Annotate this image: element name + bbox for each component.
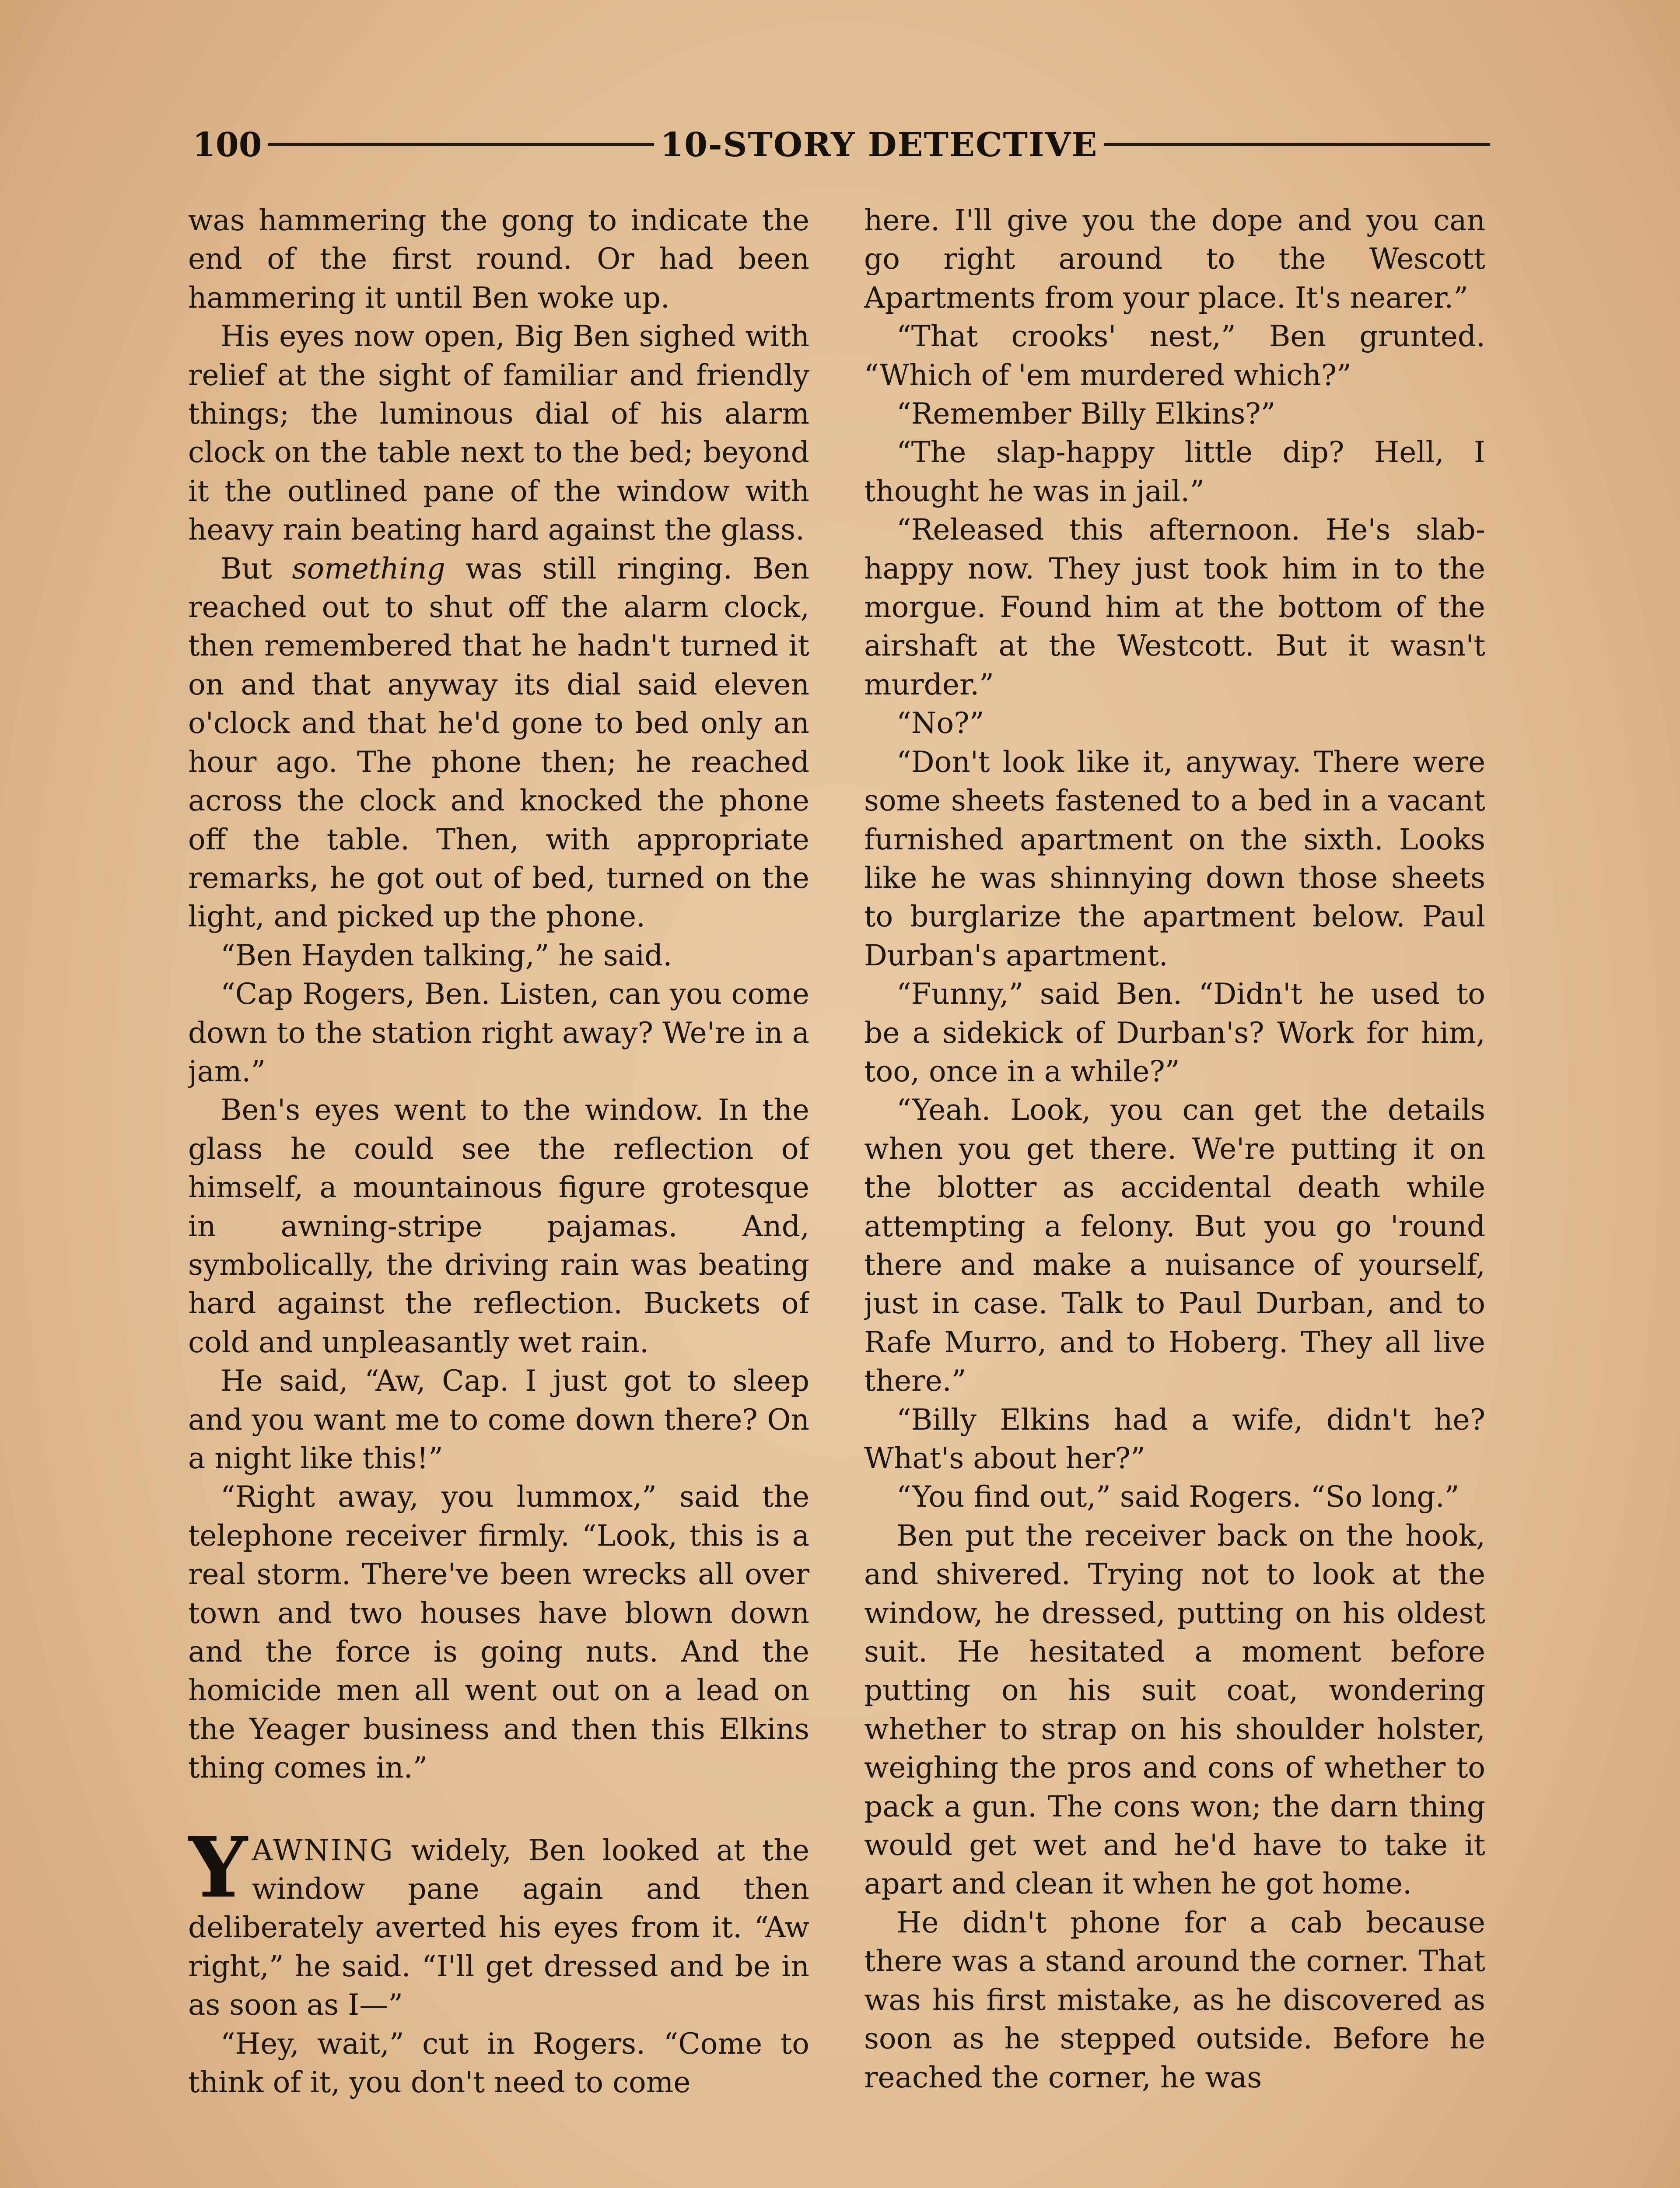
paragraph: was hammering the gong to indicate the end of the first round. Or had been hammering it until Ben woke up. [188, 203, 809, 315]
paragraph: Ben's eyes went to the window. In the glass he could see the reflection of himself, a mountainous figure grotesque in awning-stripe pajamas. And, symbolically, the driving rain was beating hard against the reflection. Buckets of cold and unpleasantly wet rain. [188, 1093, 809, 1359]
paragraph: “Billy Elkins had a wife, didn't he? What's about her?” [864, 1403, 1485, 1475]
paragraph: “Don't look like it, anyway. There were some sheets fastened to a bed in a vacant furnished apartment on the sixth. Looks like he was shinnying down those sheets to burglarize the apartment below. Paul Durban's apartment. [864, 745, 1485, 972]
header-rule-right [1104, 143, 1490, 146]
drop-cap: Y [188, 1818, 248, 1916]
italic-word: something [292, 551, 445, 586]
paragraph: “Released this afternoon. He's slab-happy now. They just took him in to the morgue. Found him at the bottom of the airshaft at the Westcott. But it wasn't murder.” [864, 513, 1485, 701]
paragraph: “Remember Billy Elkins?” [896, 397, 1276, 431]
paragraph: “Hey, wait,” cut in Rogers. “Come to think of it, you don't need to come [188, 2027, 809, 2100]
right-text-column [864, 201, 1485, 2188]
paragraph [188, 550, 809, 936]
paragraph: here. I'll give you the dope and you can go right around to the Wescott Apartments from your place. It's nearer.” [864, 203, 1485, 315]
paragraph: Ben put the receiver back on the hook, and shivered. Trying not to look at the window, he dressed, putting on his oldest suit. He hesitated a moment before putting on his suit coat, wondering whether to strap on his shoulder holster, weighing the pros and cons of whether to pack a gun. The cons won; the darn thing would get wet and he'd have to take it apart and clean it when he got home. [864, 1518, 1485, 1901]
paragraph-text: widely, Ben looked at the window pane again and then deliberately averted his eyes from it. “Aw right,” he said. “I'll get dressed and be in as soon as I—” [188, 1833, 809, 2022]
paragraph: His eyes now open, Big Ben sighed with relief at the sight of familiar and friendly things; the luminous dial of his alarm clock on the table next to the bed; beyond it the outlined pane of the window with heavy rain beating hard against the glass. [188, 319, 809, 547]
paragraph: “Ben Hayden talking,” he said. [220, 938, 672, 972]
paragraph: “Cap Rogers, Ben. Listen, can you come down to the station right away? We're in a jam.” [188, 977, 809, 1088]
magazine-title: 10-STORY DETECTIVE [660, 125, 1098, 164]
paragraph: “Funny,” said Ben. “Didn't he used to be a sidekick of Durban's? Work for him, too, once in a while?” [864, 977, 1485, 1088]
paragraph: “You find out,” said Rogers. “So long.” [896, 1480, 1460, 1514]
paragraph: “That crooks' nest,” Ben grunted. “Which of 'em murdered which?” [864, 319, 1485, 392]
header-rule-left [268, 143, 654, 146]
left-text-column [188, 201, 809, 2188]
paragraph: He said, “Aw, Cap. I just got to sleep and you want me to come down there? On a night like this!” [188, 1364, 809, 1475]
paragraph: “Yeah. Look, you can get the details when you get there. We're putting it on the blotter as accidental death while attempting a felony. But you go 'round there and make a nuisance of yourself, just in case. Talk to Paul Durban, and to Rafe Murro, and to Hoberg. They all live there.” [864, 1093, 1485, 1398]
page-number: 100 [192, 125, 262, 164]
paragraph-text: But [220, 551, 292, 586]
section-opening-paragraph [188, 1818, 809, 2025]
paragraph-text: was still ringing. Ben reached out to shut off the alarm clock, then remembered that he hadn't turned it on and that anyway its dial said eleven o'clock and that he'd gone to bed only an hour ago. The phone then; he reached across the clock and knocked the phone off the table. Then, with appropriate remarks, he got out of bed, turned on the light, and picked up the phone. [188, 551, 809, 934]
paragraph: “The slap-happy little dip? Hell, I thought he was in jail.” [864, 435, 1485, 508]
small-caps-lead: AWNING [252, 1833, 394, 1867]
paragraph: “Right away, you lummox,” said the telephone receiver firmly. “Look, this is a real storm. There've been wrecks all over town and two houses have blown down and the force is going nuts. And the homicide men all went out on a lead on the Yeager business and then this Elkins thing comes in.” [188, 1480, 809, 1785]
paragraph: He didn't phone for a cab because there was a stand around the corner. That was his first mistake, as he discovered as soon as he stepped outside. Before he reached the corner, he was [864, 1905, 1485, 2094]
paragraph: “No?” [896, 706, 984, 740]
running-header [192, 118, 1496, 171]
